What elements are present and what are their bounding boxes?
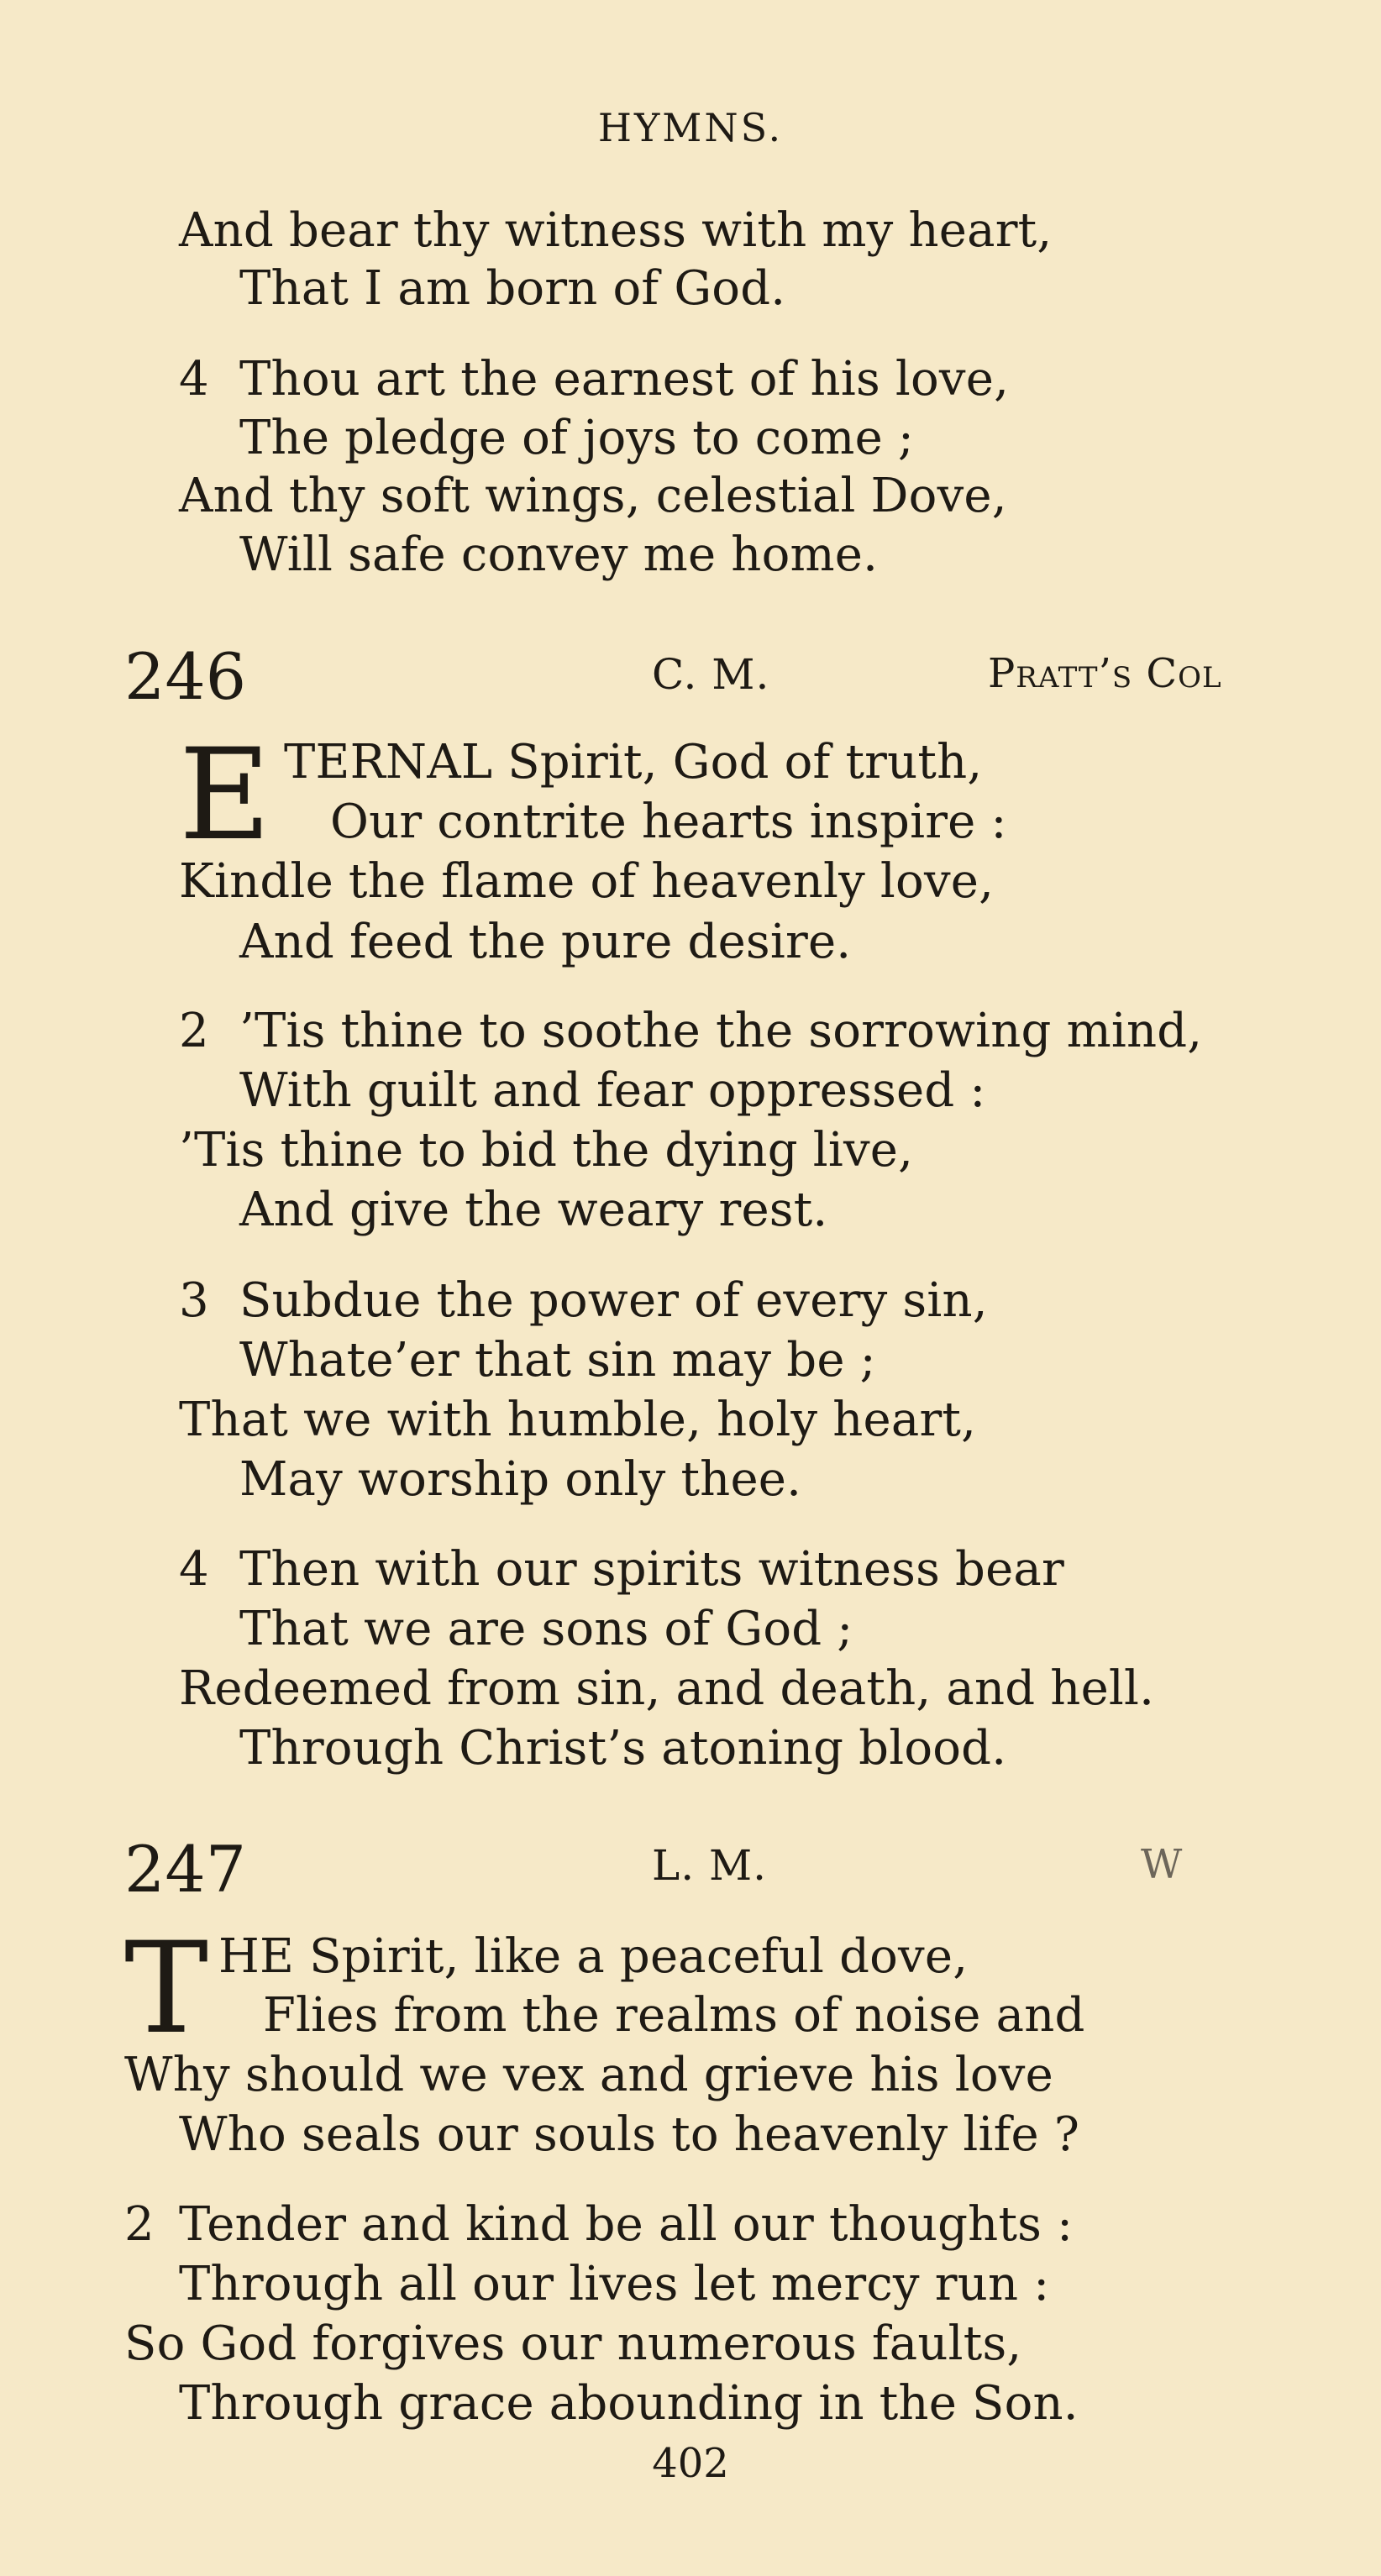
- drop-cap: E: [179, 722, 271, 868]
- hymn-meter: L. M.: [652, 1841, 768, 1890]
- verse-line: And give the weary rest.: [239, 1183, 828, 1237]
- verse-line: Whate’er that sin may be ;: [239, 1333, 876, 1388]
- verse-line: Through Christ’s atoning blood.: [239, 1721, 1007, 1776]
- verse-number: 2: [179, 1004, 209, 1058]
- verse-line: That I am born of God.: [239, 261, 786, 316]
- verse-line: May worship only thee.: [239, 1452, 802, 1507]
- hymn-number: 246: [124, 639, 247, 714]
- verse-line: And thy soft wings, celestial Dove,: [179, 469, 1007, 523]
- verse-line: Through grace abounding in the Son.: [179, 2376, 1079, 2431]
- verse-line: ’Tis thine to bid the dying live,: [179, 1123, 914, 1178]
- verse-line: HE Spirit, like a peaceful dove,: [218, 1929, 969, 1984]
- verse-number: 4: [179, 352, 209, 407]
- verse-line: Flies from the realms of noise and: [263, 1988, 1085, 2043]
- hymn-meter: C. M.: [652, 650, 770, 699]
- hymn-number: 247: [124, 1832, 247, 1907]
- verse-line: Our contrite hearts inspire :: [330, 795, 1007, 849]
- verse-line: So God forgives our numerous faults,: [124, 2316, 1022, 2371]
- hymn-author: Pratt’s Col: [988, 650, 1222, 697]
- running-head: HYMNS.: [597, 105, 784, 150]
- verse-line: Will safe convey me home.: [239, 527, 879, 582]
- verse-line: And bear thy witness with my heart,: [179, 203, 1053, 258]
- verse-line: TERNAL Spirit, God of truth,: [284, 735, 983, 790]
- verse-line: The pledge of joys to come ;: [239, 411, 914, 465]
- drop-cap: T: [124, 1916, 209, 2062]
- verse-number: 3: [179, 1273, 209, 1328]
- verse-line: Who seals our souls to heavenly life ?: [179, 2107, 1080, 2162]
- verse-line: Tender and kind be all our thoughts :: [179, 2197, 1074, 2252]
- verse-line: And feed the pure desire.: [239, 915, 852, 969]
- hymn-author: W: [1141, 1841, 1184, 1888]
- verse-line: Then with our spirits witness bear: [239, 1542, 1064, 1597]
- verse-line: Redeemed from sin, and death, and hell.: [179, 1661, 1155, 1716]
- verse-line: Why should we vex and grieve his love: [124, 2048, 1053, 2102]
- verse-line: That we are sons of God ;: [239, 1602, 853, 1656]
- verse-number: 2: [124, 2197, 155, 2252]
- verse-line: With guilt and fear oppressed :: [239, 1063, 986, 1118]
- verse-line: Through all our lives let mercy run :: [179, 2257, 1050, 2311]
- verse-number: 4: [179, 1542, 209, 1597]
- page-number: 402: [652, 2440, 729, 2487]
- verse-line: Thou art the earnest of his love,: [239, 352, 1010, 407]
- verse-line: That we with humble, holy heart,: [179, 1393, 977, 1447]
- verse-line: Kindle the flame of heavenly love,: [179, 854, 995, 909]
- verse-line: ’Tis thine to soothe the sorrowing mind,: [239, 1004, 1203, 1058]
- verse-line: Subdue the power of every sin,: [239, 1273, 988, 1328]
